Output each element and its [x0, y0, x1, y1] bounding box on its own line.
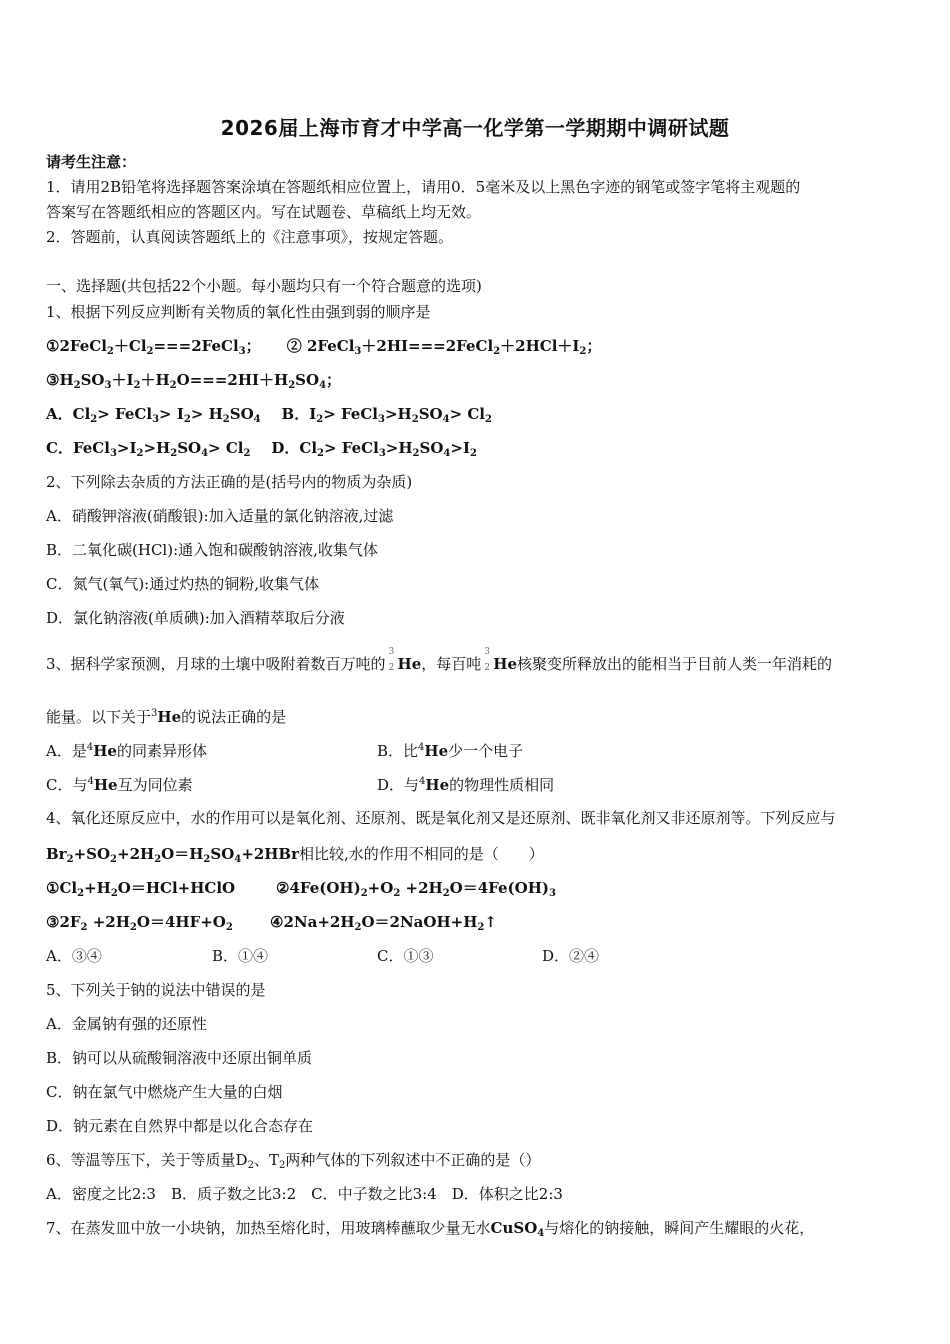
q1-option-d: D．$Cl_2>$ $FeCl_3>H_2SO_4>I_2$	[271, 439, 477, 459]
notice-item-1-cont: 答案写在答题纸相应的答题区内。写在试题卷、草稿纸上均无效。	[46, 203, 482, 221]
q4-reaction-2: $②4Fe(OH)_2+O_2 +2H_2O=4Fe(OH)_3$	[276, 879, 556, 899]
q5-option-c: C．钠在氯气中燃烧产生大量的白烟	[46, 1083, 283, 1101]
page-title: 2026届上海市育才中学高一化学第一学期期中调研试题	[220, 116, 730, 140]
q1-stem: 1、根据下列反应判断有关物质的氧化性由强到弱的顺序是	[46, 303, 431, 321]
q3-stem-line2: 能量。以下关于$^3$He的说法正确的是	[46, 708, 287, 726]
q5-option-d: D．钠元素在自然界中都是以化合态存在	[46, 1117, 314, 1135]
q3-option-d: D．与$^4$He的物理性质相同	[377, 776, 555, 794]
q2-option-d: D．氯化钠溶液(单质碘):加入酒精萃取后分液	[46, 609, 345, 627]
notice-heading: 请考生注意：	[46, 153, 137, 171]
notice-item-2: 2．答题前，认真阅读答题纸上的《注意事项》，按规定答题。	[46, 228, 454, 246]
q2-option-a: A．硝酸钾溶液(硝酸银):加入适量的氯化钠溶液,过滤	[46, 507, 394, 525]
q4-option-c: C．①③	[377, 947, 434, 965]
q6-stem: 6、等温等压下，关于等质量$D_2$、$T_2$两种气体的下列叙述中不正确的是（）	[46, 1151, 541, 1171]
section-heading: 一、选择题(共包括22个小题。每小题均只有一个符合题意的选项)	[46, 277, 482, 295]
q3-option-a: A．是$^4$He的同素异形体	[46, 742, 207, 760]
q1-options-cd	[46, 438, 477, 464]
q4-reaction-3: $③2F_2 +2H_2O=4HF+O_2$	[46, 913, 233, 933]
q2-option-c: C．氮气(氧气):通过灼热的铜粉,收集气体	[46, 575, 320, 593]
q1-option-c: C．$FeCl_3>I_2>H_2SO_4> Cl_2$	[46, 439, 251, 459]
q1-option-a: A．$Cl_2>$ FeCl$_3$> $I_2> H_2SO_4$	[46, 405, 261, 425]
q3-option-c: C．与$^4$He互为同位素	[46, 776, 193, 794]
q5-option-b: B．钠可以从硫酸铜溶液中还原出铜单质	[46, 1049, 313, 1067]
notice-item-1: 1．请用2B铅笔将选择题答案涂填在答题纸相应位置上，请用0．5毫米及以上黑色字迹的钢笔或签字笔将主观题的	[46, 178, 801, 196]
q4-stem-line2: $Br_2+SO_2+2H_2O=H_2SO_4+2HBr$相比较,水的作用不相同的是（ ）	[46, 845, 544, 865]
q5-option-a: A．金属钠有强的还原性	[46, 1015, 207, 1033]
q4-option-b: B．①④	[212, 947, 269, 965]
q1-reaction-3: $③H_2SO_3+I_2+H_2O===2HI+H_2SO_4$；	[46, 371, 342, 391]
q1-option-b: B．$I_2>$ $FeCl_3>H_2SO_4> Cl_2$	[281, 405, 492, 425]
q4-stem-line1: 4、氧化还原反应中，水的作用可以是氧化剂、还原剂、既是氧化剂又是还原剂、既非氧化剂又非还原剂等。下列反应与	[46, 809, 836, 827]
q3-option-b: B．比$^4$He少一个电子	[377, 742, 524, 760]
q6-options: A．密度之比2:3 B．质子数之比3:2 C．中子数之比3:4 D．体积之比2:3	[46, 1185, 563, 1203]
isotope-notation: 3 2	[484, 647, 491, 673]
q1-options-ab	[46, 404, 492, 430]
q2-stem: 2、下列除去杂质的方法正确的是(括号内的物质为杂质)	[46, 473, 413, 491]
isotope-notation: 3 2	[388, 647, 395, 673]
q3-stem-line1: 3、据科学家预测，月球的土壤中吸附着数百万吨的 3 2 He，每百吨 3 2 He核聚变所释放出的能相当于目前人类一年消耗的	[46, 647, 833, 673]
q4-option-a: A．③④	[46, 947, 102, 965]
q5-stem: 5、下列关于钠的说法中错误的是	[46, 981, 266, 999]
q7-stem: 7、在蒸发皿中放一小块钠，加热至熔化时，用玻璃棒蘸取少量无水CuSO$_4$与熔化的钠接触，瞬间产生耀眼的火花，	[46, 1219, 815, 1239]
q4-option-d: D．②④	[542, 947, 600, 965]
q4-reaction-4: $④2Na+2H_2O=2NaOH+H_2↑$	[270, 913, 497, 933]
q2-option-b: B．二氧化碳(HCl):通入饱和碳酸钠溶液,收集气体	[46, 541, 378, 559]
q1-reactions-1-2: $①2FeCl_2+Cl_2===2FeCl_3$； ② $2FeCl_3+2HI===2FeCl_2+2HCl+I_2$；	[46, 337, 602, 357]
q4-reaction-1: $①Cl_2+H_2O=HCl+HClO$	[46, 879, 236, 899]
